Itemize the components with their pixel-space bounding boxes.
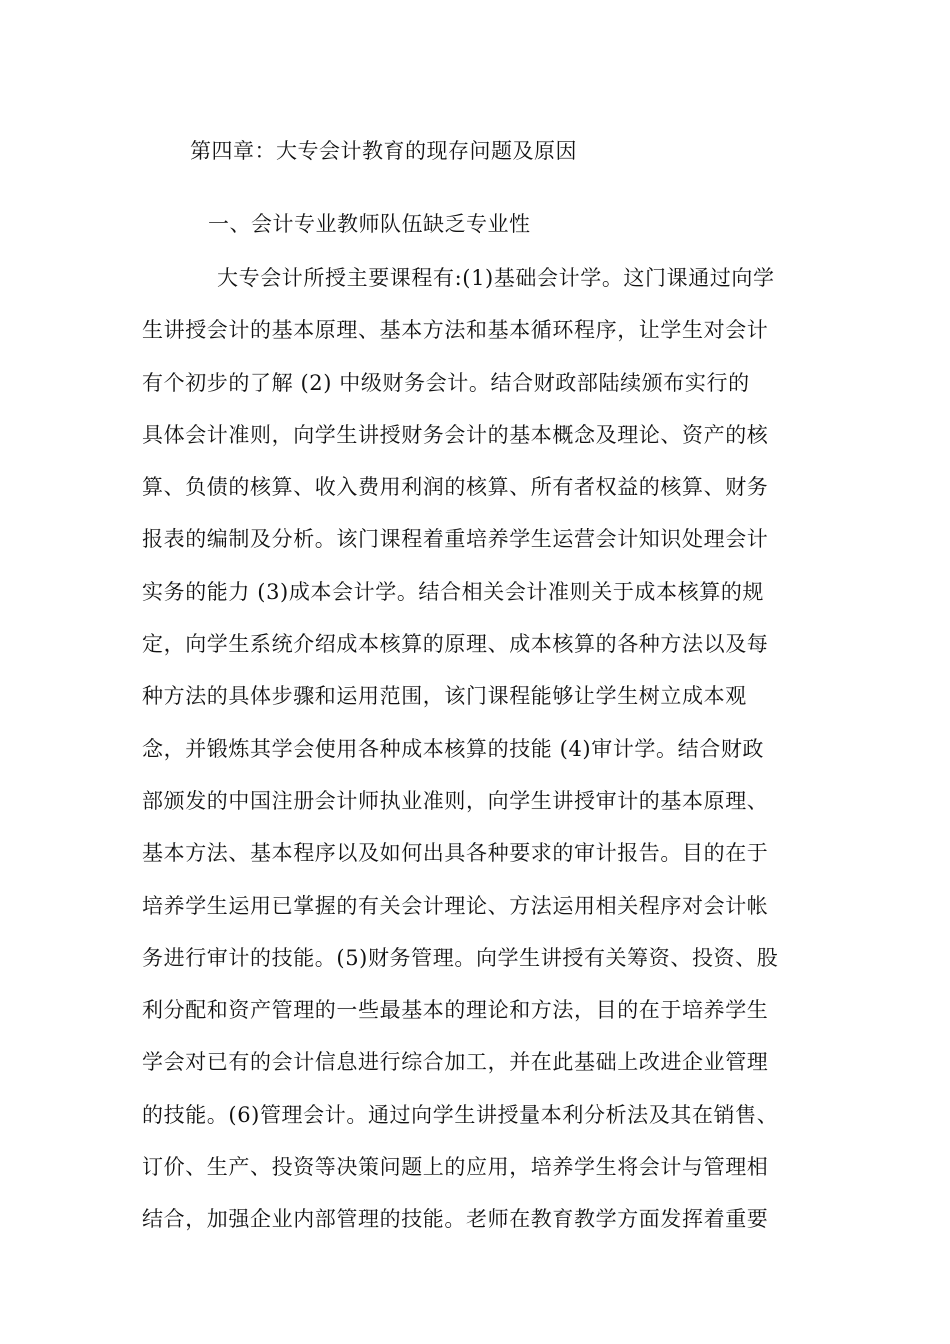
paragraph-line: 有个初步的了解 (2) 中级财务会计。结合财政部陆续颁布实行的 (142, 370, 750, 395)
section-heading: 一、会计专业教师队伍缺乏专业性 (208, 212, 531, 236)
body-paragraph (142, 258, 822, 1252)
paragraph-line: 利分配和资产管理的一些最基本的理论和方法，目的在于培养学生 (142, 998, 769, 1023)
paragraph-line: 学会对已有的会计信息进行综合加工，并在此基础上改进企业管理 (142, 1050, 769, 1075)
paragraph-line: 务进行审计的技能。(5)财务管理。向学生讲授有关筹资、投资、股 (142, 945, 779, 970)
paragraph-line: 培养学生运用已掌握的有关会计理论、方法运用相关程序对会计帐 (142, 893, 769, 918)
paragraph-line: 报表的编制及分析。该门课程着重培养学生运营会计知识处理会计 (142, 527, 769, 552)
paragraph-line: 的技能。(6)管理会计。通过向学生讲授量本利分析法及其在销售、 (142, 1102, 779, 1127)
paragraph-line: 部颁发的中国注册会计师执业准则，向学生讲授审计的基本原理、 (142, 788, 769, 813)
paragraph-line: 生讲授会计的基本原理、基本方法和基本循环程序，让学生对会计 (142, 318, 769, 343)
paragraph-line: 具体会计准则，向学生讲授财务会计的基本概念及理论、资产的核 (142, 422, 769, 447)
paragraph-line: 实务的能力 (3)成本会计学。结合相关会计准则关于成本核算的规 (142, 579, 765, 604)
paragraph-line: 定，向学生系统介绍成本核算的原理、成本核算的各种方法以及每 (142, 632, 769, 657)
paragraph-line: 订价、生产、投资等决策问题上的应用，培养学生将会计与管理相 (142, 1155, 769, 1180)
paragraph-line: 算、负债的核算、收入费用利润的核算、所有者权益的核算、财务 (142, 475, 769, 500)
paragraph-line: 念，并锻炼其学会使用各种成本核算的技能 (4)审计学。结合财政 (142, 736, 765, 761)
chapter-title: 第四章：大专会计教育的现存问题及原因 (190, 139, 577, 163)
paragraph-line: 种方法的具体步骤和运用范围，该门课程能够让学生树立成本观 (142, 684, 747, 709)
paragraph-line: 基本方法、基本程序以及如何出具各种要求的审计报告。目的在于 (142, 841, 769, 866)
paragraph-line: 大专会计所授主要课程有:(1)基础会计学。这门课通过向学 (217, 266, 775, 290)
paragraph-line: 结合，加强企业内部管理的技能。老师在教育教学方面发挥着重要 (142, 1207, 769, 1232)
